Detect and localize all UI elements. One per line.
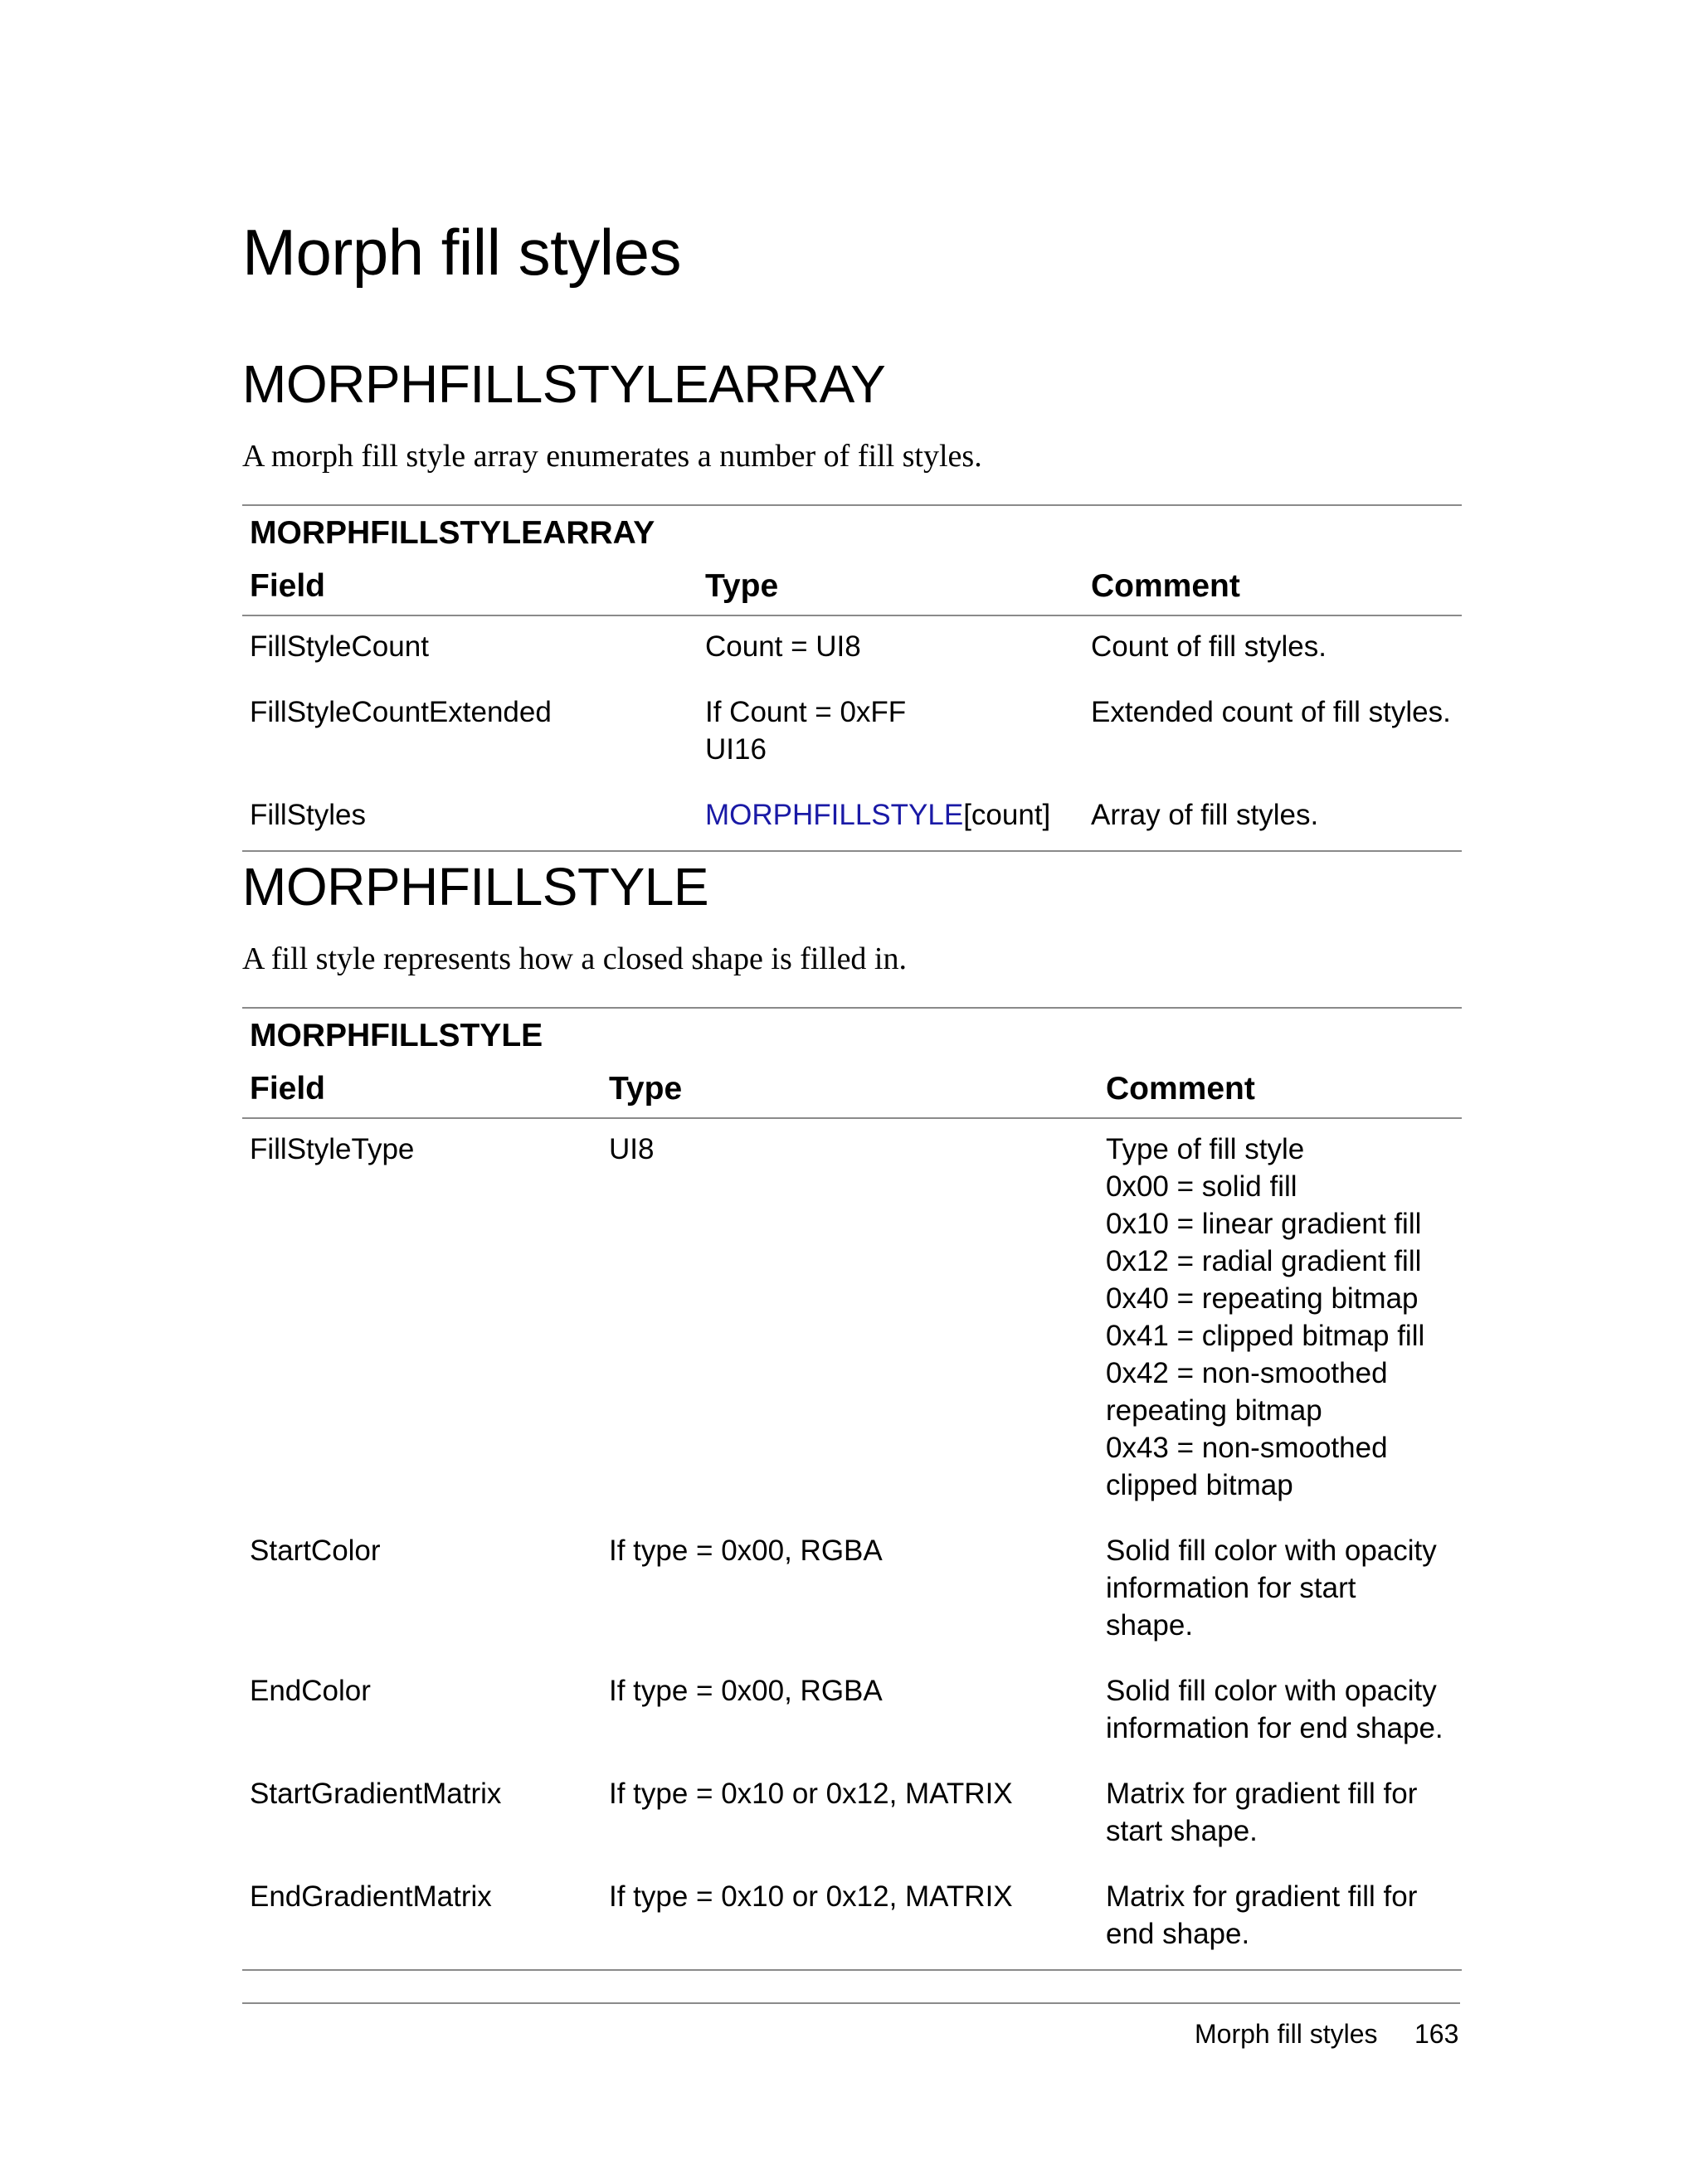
comment-cell <box>1083 785 1462 851</box>
comment-cell <box>1098 1661 1462 1763</box>
column-header-field: Field <box>242 1058 601 1118</box>
comment-line: information for start <box>1106 1572 1356 1604</box>
comment-line: 0x00 = solid fill <box>1106 1170 1297 1203</box>
column-header-comment: Comment <box>1098 1058 1462 1118</box>
comment-line: start shape. <box>1106 1815 1258 1847</box>
comment-line: repeating bitmap <box>1106 1394 1322 1427</box>
comment-cell <box>1083 615 1462 682</box>
type-cell <box>601 1763 1098 1866</box>
comment-line: end shape. <box>1106 1918 1250 1950</box>
table-row <box>242 1866 1462 1970</box>
section-description-morphfillstylearray: A morph fill style array enumerates a number of fill styles. <box>242 439 982 474</box>
table-row <box>242 1520 1462 1661</box>
comment-line: 0x12 = radial gradient fill <box>1106 1245 1422 1277</box>
comment-line: Matrix for gradient fill for <box>1106 1880 1418 1913</box>
comment-cell <box>1098 1118 1462 1520</box>
comment-line: Matrix for gradient fill for <box>1106 1778 1418 1810</box>
table-row <box>242 682 1462 785</box>
table-caption: MORPHFILLSTYLE <box>250 1018 543 1053</box>
column-header-field: Field <box>242 556 698 615</box>
field-cell: StartColor <box>250 1535 381 1567</box>
field-cell: FillStyleCountExtended <box>250 696 552 728</box>
column-header-type: Type <box>698 556 1083 615</box>
section-title-morphfillstyle: MORPHFILLSTYLE <box>242 857 709 917</box>
type-link[interactable]: MORPHFILLSTYLE <box>705 799 964 831</box>
table-row <box>242 1661 1462 1763</box>
type-cell <box>601 1520 1098 1661</box>
page-title: Morph fill styles <box>242 216 681 289</box>
comment-line: 0x42 = non-smoothed <box>1106 1357 1388 1389</box>
field-cell: EndGradientMatrix <box>242 1866 601 1970</box>
type-line: If type = 0x10 or 0x12, MATRIX <box>609 1880 1013 1913</box>
footer-page-number: 163 <box>1414 2019 1459 2049</box>
type-line: If Count = 0xFF <box>705 696 907 728</box>
comment-cell <box>1098 1866 1462 1970</box>
type-line: If type = 0x10 or 0x12, MATRIX <box>609 1778 1013 1810</box>
type-cell <box>698 785 1083 851</box>
comment-line: Count of fill styles. <box>1091 630 1327 663</box>
comment-cell <box>1098 1520 1462 1661</box>
section-description-morphfillstyle: A fill style represents how a closed shape is filled in. <box>242 941 907 976</box>
field-cell: StartGradientMatrix <box>250 1778 502 1810</box>
comment-line: Type of fill style <box>1106 1133 1305 1165</box>
comment-line: Solid fill color with opacity <box>1106 1675 1437 1707</box>
footer-section-name: Morph fill styles <box>1195 2019 1378 2049</box>
comment-line: Extended count of fill styles. <box>1091 696 1451 728</box>
spec-table <box>242 556 1462 852</box>
comment-line: Array of fill styles. <box>1091 799 1319 831</box>
comment-line: clipped bitmap <box>1106 1469 1293 1501</box>
table-caption: MORPHFILLSTYLEARRAY <box>250 515 655 551</box>
field-cell: FillStyleType <box>250 1133 415 1165</box>
table-row <box>242 1118 1462 1520</box>
comment-line: 0x40 = repeating bitmap <box>1106 1282 1419 1315</box>
type-line: Count = UI8 <box>705 630 861 663</box>
comment-line: shape. <box>1106 1609 1194 1642</box>
table-row <box>242 1763 1462 1866</box>
type-suffix: [count] <box>963 799 1051 831</box>
type-line: UI16 <box>705 733 767 766</box>
comment-line: 0x10 = linear gradient fill <box>1106 1208 1422 1240</box>
column-header-type: Type <box>601 1058 1098 1118</box>
comment-line: 0x41 = clipped bitmap fill <box>1106 1320 1425 1352</box>
field-cell: FillStyleCount <box>250 630 429 663</box>
type-cell <box>698 682 1083 785</box>
comment-cell <box>1083 682 1462 785</box>
type-line: If type = 0x00, RGBA <box>609 1535 883 1567</box>
comment-line: Solid fill color with opacity <box>1106 1535 1437 1567</box>
column-header-comment: Comment <box>1083 556 1462 615</box>
spec-table <box>242 1058 1462 1971</box>
type-cell <box>601 1661 1098 1763</box>
table-header-row <box>242 556 1462 615</box>
section-title-morphfillstylearray: MORPHFILLSTYLEARRAY <box>242 354 886 414</box>
field-cell: EndColor <box>250 1675 371 1707</box>
type-cell <box>698 615 1083 682</box>
field-cell: FillStyles <box>242 785 698 851</box>
table-header-row <box>242 1058 1462 1118</box>
type-cell <box>601 1866 1098 1970</box>
comment-line: information for end shape. <box>1106 1712 1443 1744</box>
type-line: If type = 0x00, RGBA <box>609 1675 883 1707</box>
footer-rule <box>242 2002 1460 2004</box>
comment-cell <box>1098 1763 1462 1866</box>
comment-line: 0x43 = non-smoothed <box>1106 1432 1388 1464</box>
type-cell <box>601 1118 1098 1520</box>
table-row <box>242 785 1462 851</box>
table-morphfillstylearray <box>242 504 1462 852</box>
table-morphfillstyle <box>242 1007 1462 1971</box>
type-line: UI8 <box>609 1133 655 1165</box>
table-row <box>242 615 1462 682</box>
